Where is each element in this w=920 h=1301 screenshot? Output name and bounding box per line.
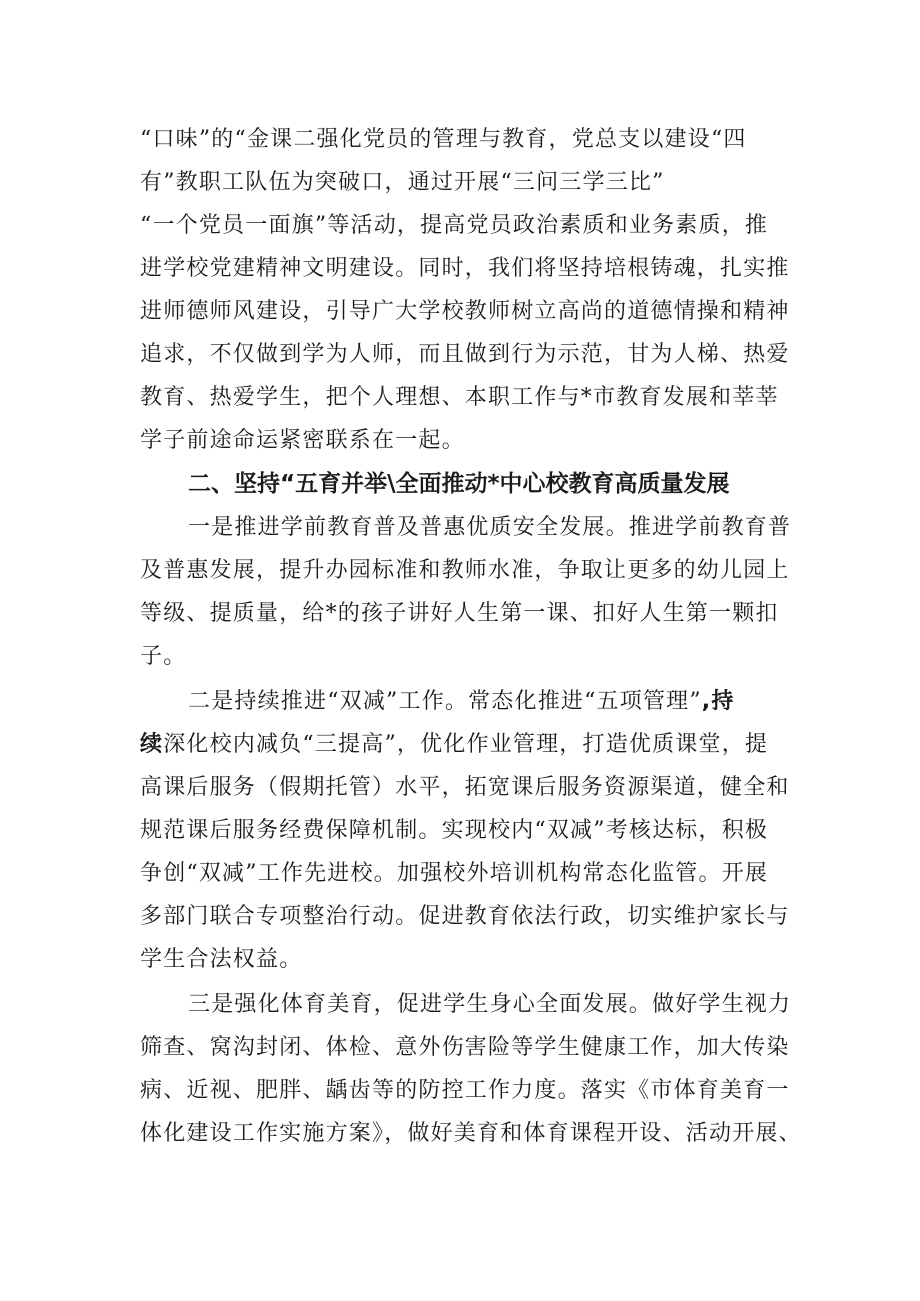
text-segment: 深化校内减负“三提高”，优化作业管理，打造优质课堂，提 — [163, 732, 769, 757]
text-line: 等级、提质量，给*的孩子讲好人生第一课、扣好人生第一颗扣 — [140, 601, 779, 626]
text-line: 学生合法权益。 — [140, 947, 303, 972]
text-line: 子。 — [140, 644, 187, 669]
text-line: 三是强化体育美育，促进学生身心全面发展。做好学生视力 — [188, 992, 792, 1017]
text-line: 教育、热爱学生，把个人理想、本职工作与*市教育发展和莘莘 — [140, 385, 779, 410]
text-line — [188, 687, 838, 717]
text-line: “口味”的“金课二强化党员的管理与教育，党总支以建设“四 — [140, 127, 747, 152]
text-line: 追求，不仅做到学为人师，而且做到行为示范，甘为人梯、热爱 — [140, 342, 790, 367]
text-line: 多部门联合专项整治行动。促进教育依法行政，切实维护家长与 — [140, 904, 790, 929]
text-line: 进师德师风建设，引导广大学校教师树立高尚的道德情操和精神 — [140, 299, 790, 324]
bold-segment: ,持 — [701, 689, 735, 714]
text-line: “一个党员一面旗”等活动，提高党员政治素质和业务素质，推 — [140, 213, 769, 238]
text-line: 筛查、窝沟封闭、体检、意外伤害险等学生健康工作，加大传染 — [140, 1035, 790, 1060]
text-line: 一是推进学前教育普及普惠优质安全发展。推进学前教育普 — [188, 515, 792, 540]
text-line: 及普惠发展，提升办园标准和教师水准，争取让更多的幼儿园上 — [140, 558, 790, 583]
text-line: 高课后服务（假期托管）水平，拓宽课后服务资源渠道，健全和 — [140, 775, 790, 800]
text-line: 病、近视、肥胖、龋齿等的防控工作力度。落实《市体育美育一 — [140, 1078, 790, 1103]
text-line: 争创“双减”工作先进校。加强校外培训机构常态化监管。开展 — [140, 861, 769, 886]
section-heading: 二、坚持“五育并举\全面推动*中心校教育高质量发展 — [188, 471, 730, 497]
text-line: 有”教职工队伍为突破口，通过开展“三问三学三比” — [140, 170, 665, 195]
text-line — [140, 730, 790, 760]
bold-segment: 续 — [140, 732, 164, 757]
text-line: 规范课后服务经费保障机制。实现校内“双减”考核达标，积极 — [140, 818, 769, 843]
text-line: 学子前途命运紧密联系在一起。 — [140, 428, 465, 453]
text-line: 体化建设工作实施方案》，做好美育和体育课程开设、活动开展、 — [140, 1121, 802, 1146]
text-segment: 二是持续推进“双减”工作。常态化推进“五项管理” — [188, 689, 702, 714]
text-line: 进学校党建精神文明建设。同时，我们将坚持培根铸魂，扎实推 — [140, 256, 790, 281]
